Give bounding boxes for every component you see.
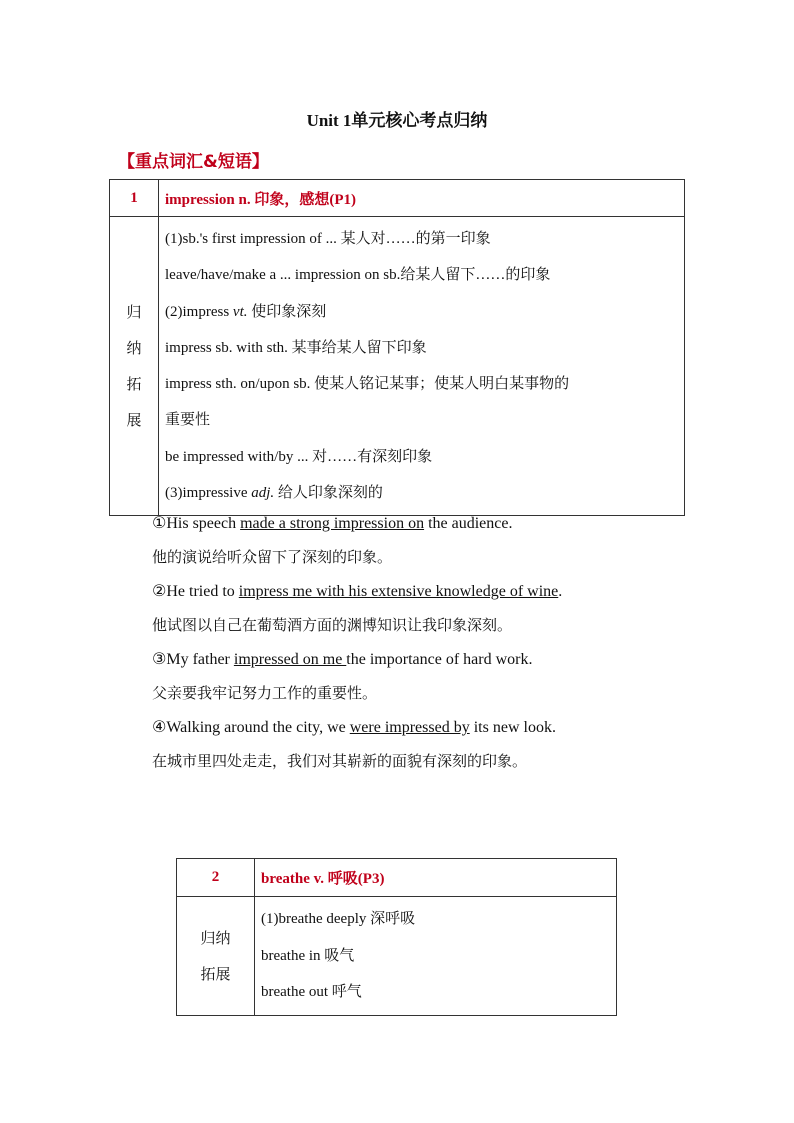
vocab-table-1 — [109, 179, 685, 516]
entry-line: (3)impressive adj. 给人印象深刻的 — [165, 485, 383, 502]
entry-line: breathe out 呼气 — [261, 984, 362, 1000]
side-label — [177, 897, 255, 1016]
example-en: ②He tried to impress me with his extensive knowledge of wine. — [152, 581, 563, 600]
example-en: ①His speech made a strong impression on the audience. — [152, 513, 513, 532]
entry-line: 重要性 — [165, 412, 211, 429]
side-char: 归 — [126, 303, 142, 322]
example-sentences — [152, 506, 712, 778]
entry-number: 1 — [110, 180, 159, 217]
entry-body — [255, 897, 617, 1016]
entry-line: impress sb. with sth. 某事给某人留下印象 — [165, 339, 427, 356]
vocab-table-2 — [176, 858, 617, 1016]
entry-headword: impression n. 印象，感想(P1) — [159, 180, 685, 217]
side-char: 归纳 — [200, 928, 231, 947]
side-char: 展 — [126, 411, 142, 430]
entry-line: impress sth. on/upon sb. 使某人铭记某事；使某人明白某事物的 — [165, 376, 570, 393]
entry-line: (1)breathe deeply 深呼吸 — [261, 911, 416, 927]
page-title: Unit 1单元核心考点归纳 — [306, 111, 488, 130]
entry-line: (2)impress vt. 使印象深刻 — [165, 303, 327, 320]
example-zh: 他的演说给听众留下了深刻的印象。 — [152, 548, 393, 566]
side-char: 纳 — [126, 339, 142, 358]
side-char: 拓 — [126, 375, 142, 394]
entry-line: leave/have/make a ... impression on sb.给某人留下……的印象 — [165, 267, 551, 284]
example-zh: 父亲要我牢记努力工作的重要性。 — [152, 684, 378, 702]
example-zh: 他试图以自己在葡萄酒方面的渊博知识让我印象深刻。 — [152, 616, 513, 634]
section-heading: 【重点词汇&短语】 — [118, 152, 269, 172]
example-zh: 在城市里四处走走，我们对其崭新的面貌有深刻的印象。 — [152, 752, 528, 770]
entry-line: be impressed with/by ... 对……有深刻印象 — [165, 448, 433, 465]
side-char: 拓展 — [200, 964, 231, 983]
side-label — [110, 217, 159, 516]
entry-number: 2 — [177, 859, 255, 897]
example-en: ③My father impressed on me the importance of hard work. — [152, 649, 533, 668]
entry-line: (1)sb.'s first impression of ... 某人对……的第一印象 — [165, 231, 491, 247]
example-en: ④Walking around the city, we were impressed by its new look. — [152, 717, 556, 736]
entry-line: breathe in 吸气 — [261, 947, 355, 964]
entry-headword: breathe v. 呼吸(P3) — [255, 859, 617, 897]
entry-body — [159, 217, 685, 516]
